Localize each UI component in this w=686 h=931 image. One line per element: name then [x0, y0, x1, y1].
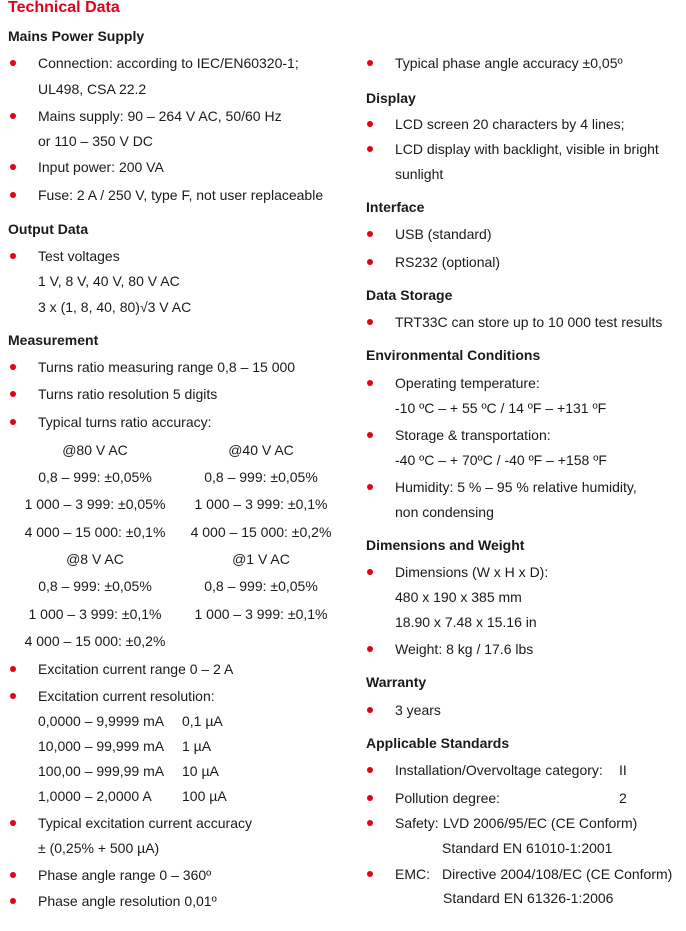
- bullet-icon: [367, 767, 373, 773]
- emc-label: EMC:: [395, 866, 430, 882]
- bullet-icon: [10, 113, 16, 119]
- section-heading-display: Display: [366, 90, 416, 106]
- dimensions-mm: 480 x 190 x 385 mm: [395, 589, 522, 605]
- bullet-icon: [367, 60, 373, 66]
- humidity-cont: non condensing: [395, 504, 494, 520]
- interface-usb: USB (standard): [395, 226, 492, 242]
- bullet-icon: [367, 484, 373, 490]
- safety-value: LVD 2006/95/EC (CE Conform): [443, 815, 638, 831]
- accuracy-header-40v: @40 V AC: [228, 442, 294, 458]
- install-category-value: II: [619, 762, 627, 778]
- accuracy-header-1v: @1 V AC: [232, 551, 290, 567]
- bullet-icon: [367, 820, 373, 826]
- section-heading-storage: Data Storage: [366, 287, 453, 303]
- pollution-degree-label: Pollution degree:: [395, 790, 501, 806]
- emc-standard: Standard EN 61326-1:2006: [443, 890, 614, 906]
- test-voltages-three: 3 x (1, 8, 40, 80)√3 V AC: [38, 299, 192, 315]
- accuracy-cell: 4 000 – 15 000: ±0,2%: [24, 633, 166, 649]
- mains-connection-cont: UL498, CSA 22.2: [38, 81, 147, 97]
- fuse: Fuse: 2 A / 250 V, type F, not user replaceable: [38, 187, 324, 203]
- operating-temp: Operating temperature:: [395, 375, 540, 391]
- bullet-icon: [10, 253, 16, 259]
- section-heading-standards: Applicable Standards: [366, 735, 510, 751]
- accuracy-header-80v: @80 V AC: [62, 442, 128, 458]
- accuracy-cell: 0,8 – 999: ±0,05%: [38, 578, 152, 594]
- phase-angle-resolution: Phase angle resolution 0,01º: [38, 893, 217, 909]
- interface-rs232: RS232 (optional): [395, 254, 501, 270]
- install-category-label: Installation/Overvoltage category:: [395, 762, 603, 778]
- storage-temp-value: -40 ºC – + 70ºC / -40 ºF – +158 ºF: [395, 452, 607, 468]
- bullet-icon: [367, 121, 373, 127]
- section-heading-dimensions: Dimensions and Weight: [366, 537, 525, 553]
- accuracy-cell: 0,8 – 999: ±0,05%: [204, 469, 318, 485]
- dimensions-in: 18.90 x 7.48 x 15.16 in: [395, 614, 537, 630]
- lcd-screen: LCD screen 20 characters by 4 lines;: [395, 116, 625, 132]
- emc-value: Directive 2004/108/EC (CE Conform): [442, 866, 673, 882]
- bullet-icon: [10, 693, 16, 699]
- accuracy-cell: 0,8 – 999: ±0,05%: [204, 578, 318, 594]
- phase-angle-accuracy: Typical phase angle accuracy ±0,05º: [395, 55, 623, 71]
- excitation-accuracy: Typical excitation current accuracy: [38, 815, 252, 831]
- bullet-icon: [367, 432, 373, 438]
- bullet-icon: [367, 259, 373, 265]
- bullet-icon: [10, 364, 16, 370]
- accuracy-cell: 1 000 – 3 999: ±0,1%: [194, 496, 328, 512]
- bullet-icon: [10, 192, 16, 198]
- bullet-icon: [367, 646, 373, 652]
- lcd-backlight-cont: sunlight: [395, 166, 444, 182]
- accuracy-cell: 1 000 – 3 999: ±0,1%: [194, 606, 328, 622]
- bullet-icon: [10, 164, 16, 170]
- accuracy-cell: 4 000 – 15 000: ±0,1%: [24, 524, 166, 540]
- bullet-icon: [367, 231, 373, 237]
- accuracy-cell: 1 000 – 3 999: ±0,1%: [28, 606, 162, 622]
- accuracy-header-8v: @8 V AC: [66, 551, 124, 567]
- bullet-icon: [10, 60, 16, 66]
- exc-res-cell: 1 µA: [182, 738, 212, 754]
- exc-res-cell: 0,1 µA: [182, 713, 223, 729]
- section-heading-measurement: Measurement: [8, 332, 99, 348]
- excitation-resolution: Excitation current resolution:: [38, 688, 215, 704]
- bullet-icon: [367, 871, 373, 877]
- dimensions-label: Dimensions (W x H x D):: [395, 564, 549, 580]
- storage-temp: Storage & transportation:: [395, 427, 551, 443]
- accuracy-cell: 1 000 – 3 999: ±0,05%: [24, 496, 166, 512]
- bullet-icon: [367, 380, 373, 386]
- turns-ratio-accuracy: Typical turns ratio accuracy:: [38, 414, 212, 430]
- mains-supply-cont: or 110 – 350 V DC: [38, 133, 153, 149]
- lcd-backlight: LCD display with backlight, visible in bright: [395, 141, 659, 157]
- bullet-icon: [367, 319, 373, 325]
- excitation-range: Excitation current range 0 – 2 A: [38, 661, 234, 677]
- turns-ratio-resolution: Turns ratio resolution 5 digits: [38, 386, 218, 402]
- bullet-icon: [367, 146, 373, 152]
- bullet-icon: [10, 391, 16, 397]
- bullet-icon: [367, 569, 373, 575]
- section-heading-output: Output Data: [8, 221, 89, 237]
- exc-range-cell: 1,0000 – 2,0000 A: [38, 788, 152, 804]
- exc-res-cell: 100 µA: [182, 788, 227, 804]
- pollution-degree-value: 2: [619, 790, 627, 806]
- input-power: Input power: 200 VA: [38, 159, 164, 175]
- test-voltages-single: 1 V, 8 V, 40 V, 80 V AC: [38, 273, 180, 289]
- bullet-icon: [10, 666, 16, 672]
- operating-temp-value: -10 ºC – + 55 ºC / 14 ºF – +131 ºF: [395, 400, 607, 416]
- exc-range-cell: 10,000 – 99,999 mA: [38, 738, 165, 754]
- exc-range-cell: 0,0000 – 9,9999 mA: [38, 713, 165, 729]
- warranty: 3 years: [395, 702, 441, 718]
- humidity: Humidity: 5 % – 95 % relative humidity,: [395, 479, 637, 495]
- bullet-icon: [10, 419, 16, 425]
- bullet-icon: [10, 898, 16, 904]
- page-title: Technical Data: [8, 0, 120, 16]
- section-heading-interface: Interface: [366, 199, 425, 215]
- safety-label: Safety:: [395, 815, 439, 831]
- section-heading-mains: Mains Power Supply: [8, 28, 145, 44]
- accuracy-cell: 4 000 – 15 000: ±0,2%: [190, 524, 332, 540]
- bullet-icon: [367, 795, 373, 801]
- mains-supply: Mains supply: 90 – 264 V AC, 50/60 Hz: [38, 108, 282, 124]
- accuracy-cell: 0,8 – 999: ±0,05%: [38, 469, 152, 485]
- exc-range-cell: 100,00 – 999,99 mA: [38, 763, 165, 779]
- bullet-icon: [10, 872, 16, 878]
- mains-connection: Connection: according to IEC/EN60320-1;: [38, 55, 299, 71]
- turns-ratio-range: Turns ratio measuring range 0,8 – 15 000: [38, 359, 296, 375]
- test-voltages: Test voltages: [38, 248, 120, 264]
- exc-res-cell: 10 µA: [182, 763, 219, 779]
- phase-angle-range: Phase angle range 0 – 360º: [38, 867, 212, 883]
- excitation-accuracy-value: ± (0,25% + 500 µA): [38, 840, 160, 856]
- data-storage: TRT33C can store up to 10 000 test results: [395, 314, 663, 330]
- safety-standard: Standard EN 61010-1:2001: [442, 840, 613, 856]
- bullet-icon: [10, 820, 16, 826]
- bullet-icon: [367, 707, 373, 713]
- weight: Weight: 8 kg / 17.6 lbs: [395, 641, 534, 657]
- section-heading-environment: Environmental Conditions: [366, 347, 541, 363]
- section-heading-warranty: Warranty: [366, 674, 427, 690]
